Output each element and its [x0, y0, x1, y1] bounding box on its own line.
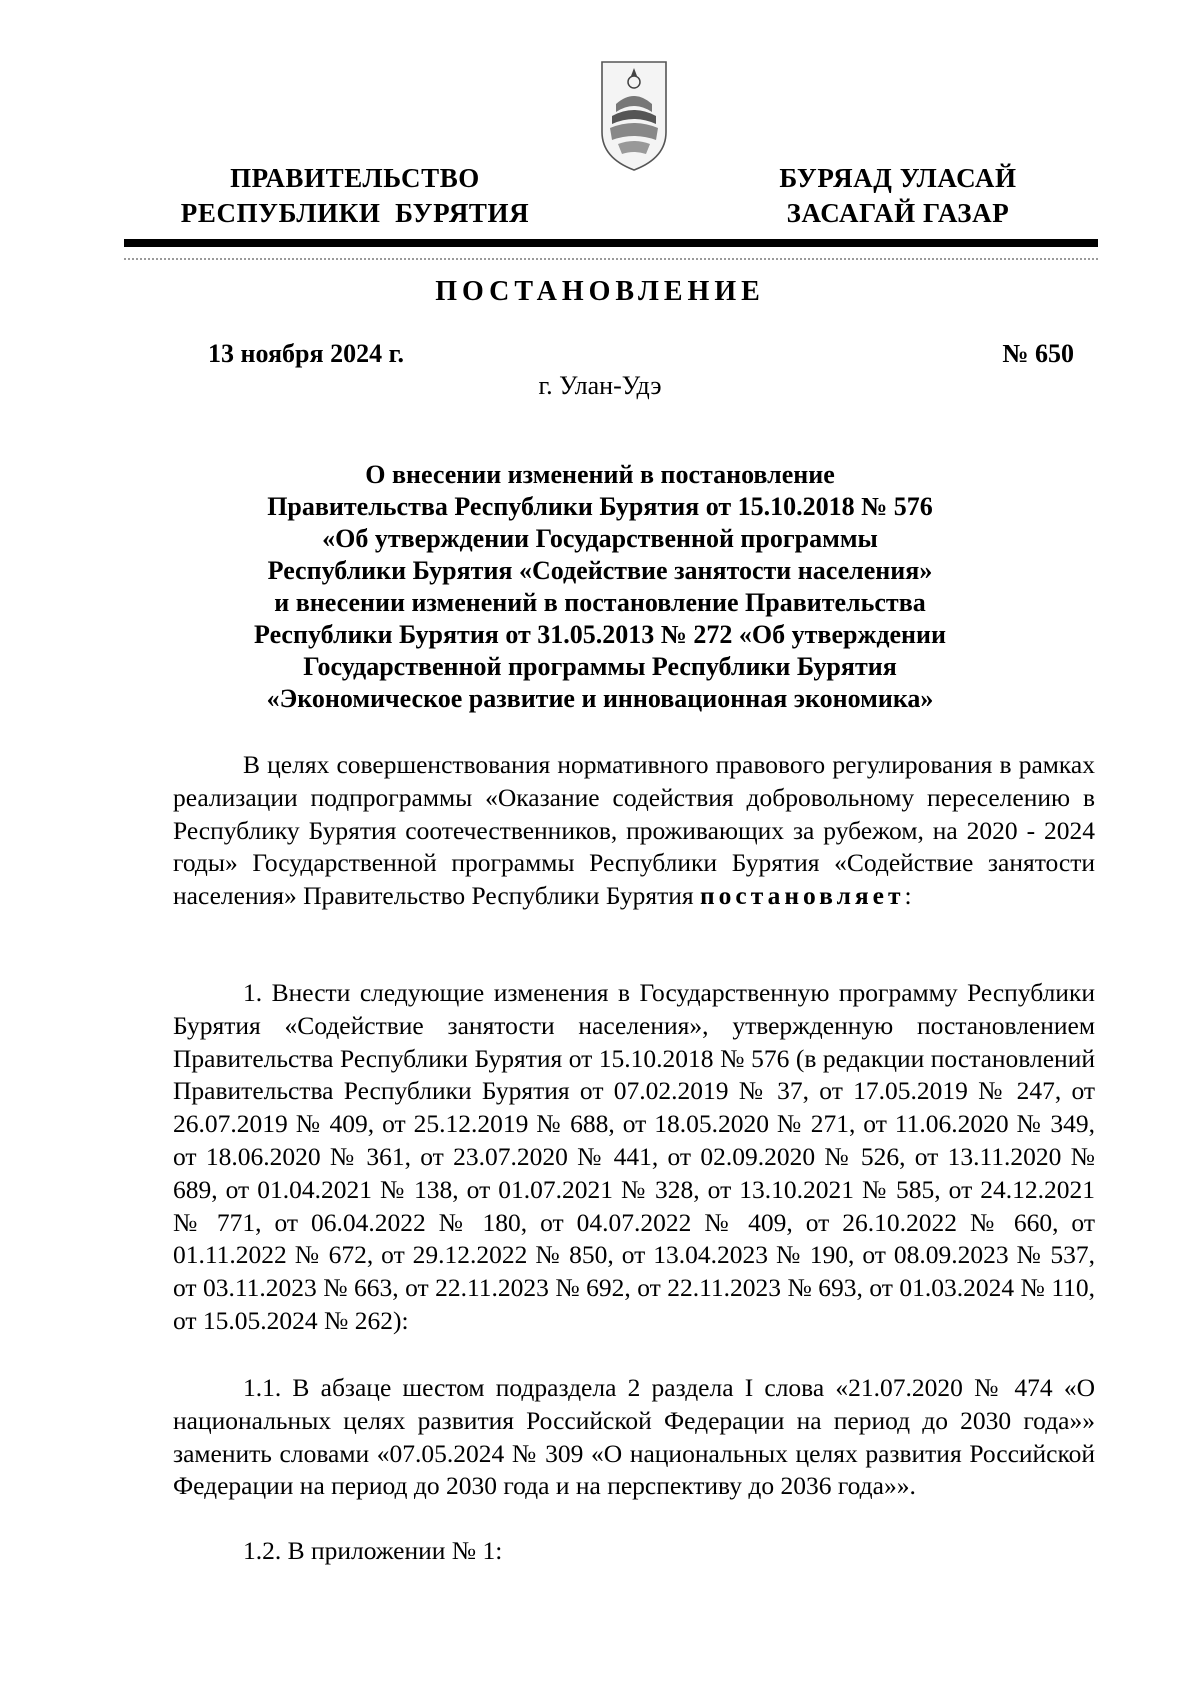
- item-1-1-paragraph: 1.1. В абзаце шестом подраздела 2 раздела I слова «21.07.2020 № 474 «О национальных целях развития Российской Федерации на период до 2030 года»» заменить словами «07.05.2024 № 309 «О национальных целях развития Российской Федерации на период до 2030 года и на перспективу до 2036 года»».: [173, 1373, 1095, 1501]
- document-date: 13 ноября 2024 г.: [208, 339, 404, 368]
- right-org-line-1: БУРЯАД УЛАСАЙ: [779, 163, 1017, 193]
- government-name-buryat: [748, 161, 1048, 231]
- header-divider-thick: [124, 239, 1098, 247]
- document-number: № 650: [1002, 339, 1074, 368]
- right-org-line-2: ЗАСАГАЙ ГАЗАР: [786, 198, 1010, 228]
- document-title: [190, 459, 1010, 715]
- header-divider-thin: [124, 258, 1098, 260]
- preamble-paragraph: [173, 749, 1095, 913]
- left-org-line-1: ПРАВИТЕЛЬСТВО: [230, 163, 480, 193]
- preamble-tail: :: [904, 881, 912, 911]
- preamble-text: В целях совершенствования нормативного правового регулирования в рамках реализации подпрограммы «Оказание содействия добровольному переселению в Республику Бурятия соотечественников, проживающих за рубежом, на 2020 - 2024 годы» Государственной программы Республики Бурятия «Содействие занятости населения» Правительство Республики Бурятия: [173, 750, 1095, 911]
- document-type: ПОСТАНОВЛЕНИЕ: [435, 276, 765, 307]
- title-line: «Об утверждении Государственной программы: [322, 524, 878, 553]
- title-line: «Экономическое развитие и инновационная экономика»: [266, 684, 934, 713]
- title-line: Правительства Республики Бурятия от 15.10.2018 № 576: [267, 492, 933, 521]
- government-name-russian: [150, 161, 560, 231]
- document-city: г. Улан-Удэ: [538, 371, 662, 400]
- title-line: и внесении изменений в постановление Правительства: [274, 588, 926, 617]
- preamble-verb: постановляет: [699, 881, 905, 911]
- title-line: Республики Бурятия от 31.05.2013 № 272 «Об утверждении: [254, 620, 946, 649]
- title-line: О внесении изменений в постановление: [365, 460, 835, 489]
- left-org-line-2: РЕСПУБЛИКИ БУРЯТИЯ: [180, 198, 530, 228]
- title-line: Государственной программы Республики Бурятия: [303, 652, 897, 681]
- title-line: Республики Бурятия «Содействие занятости населения»: [267, 556, 933, 585]
- coat-of-arms-icon: [596, 54, 672, 174]
- item-1-paragraph: 1. Внести следующие изменения в Государственную программу Республики Бурятия «Содействие занятости населения», утвержденную постановлением Правительства Республики Бурятия от 15.10.2018 № 576 (в редакции постановлений Правительства Республики Бурятия от 07.02.2019 № 37, от 17.05.2019 № 247, от 26.07.2019 № 409, от 25.12.2019 № 688, от 18.05.2020 № 271, от 11.06.2020 № 349, от 18.06.2020 № 361, от 23.07.2020 № 441, от 02.09.2020 № 526, от 13.11.2020 № 689, от 01.04.2021 № 138, от 01.07.2021 № 328, от 13.10.2021 № 585, от 24.12.2021 № 771, от 06.04.2022 № 180, от 04.07.2022 № 409, от 26.10.2022 № 660, от 01.11.2022 № 672, от 29.12.2022 № 850, от 13.04.2023 № 190, от 08.09.2023 № 537, от 03.11.2023 № 663, от 22.11.2023 № 692, от 22.11.2023 № 693, от 01.03.2024 № 110, от 15.05.2024 № 262):: [173, 978, 1095, 1335]
- item-1-2-paragraph: 1.2. В приложении № 1:: [243, 1536, 503, 1565]
